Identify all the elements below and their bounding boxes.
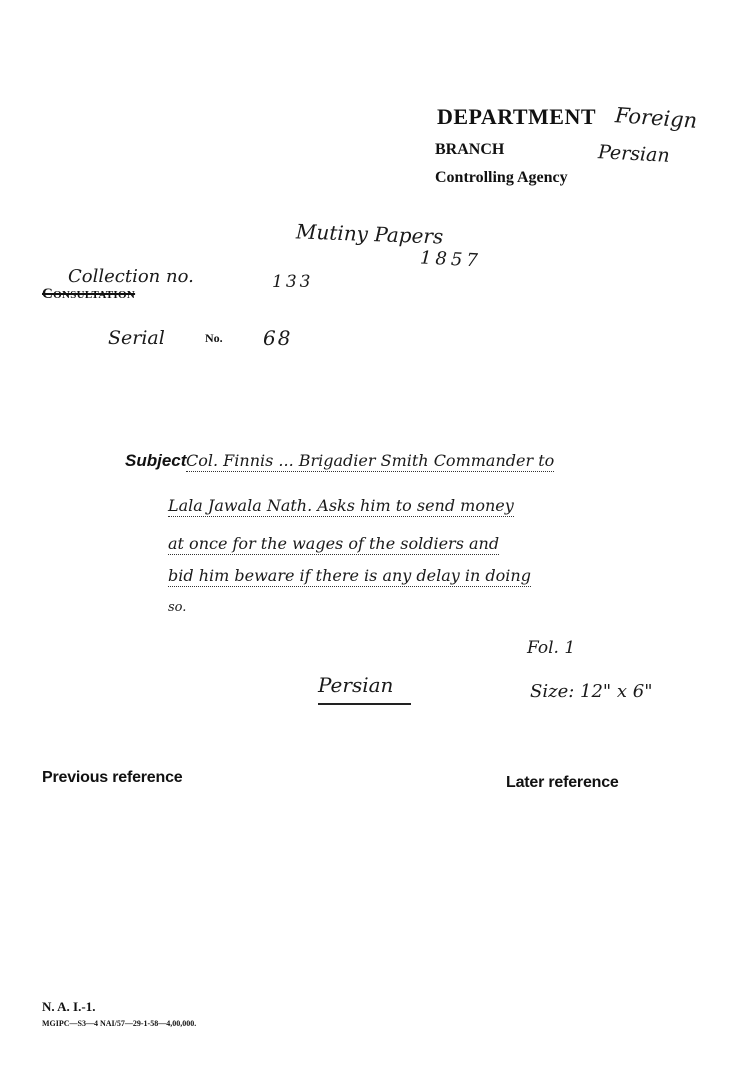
serial-label: Serial [108, 327, 165, 349]
collection-year: 1857 [419, 247, 483, 272]
subject-line: at once for the wages of the soldiers and [168, 534, 500, 553]
department-label: DEPARTMENT [437, 104, 597, 129]
branch-label: BRANCH [435, 141, 505, 158]
later-reference-label: Later reference [506, 774, 619, 791]
previous-reference-label: Previous reference [42, 769, 183, 786]
subject-line: so. [168, 600, 187, 615]
subject-line: Col. Finnis ... Brigadier Smith Commander to [186, 451, 555, 470]
serial-number: 68 [263, 326, 293, 350]
subject-line: Lala Jawala Nath. Asks him to send money [168, 496, 514, 515]
department-value: Foreign [614, 103, 698, 133]
collection-label: Collection no. [68, 266, 194, 287]
number-label: No. [205, 331, 223, 345]
language-annotation: Persian [318, 673, 411, 705]
size-annotation: Size: 12" x 6" [530, 681, 653, 702]
subject-line: bid him beware if there is any delay in doing [168, 566, 531, 585]
printer-imprint: MGIPC—S3—4 NAI/57—29-1-58—4,00,000. [42, 1019, 197, 1028]
collection-title: Mutiny Papers [295, 219, 444, 249]
folio-annotation: Fol. 1 [527, 638, 576, 658]
subject-label: Subject [125, 451, 187, 470]
branch-value: Persian [597, 141, 671, 167]
form-code: N. A. I.-1. [42, 999, 96, 1014]
collection-number: 133 [272, 272, 314, 292]
controlling-agency-label: Controlling Agency [435, 169, 568, 186]
consultation-label-struck: Consultation [42, 286, 136, 302]
